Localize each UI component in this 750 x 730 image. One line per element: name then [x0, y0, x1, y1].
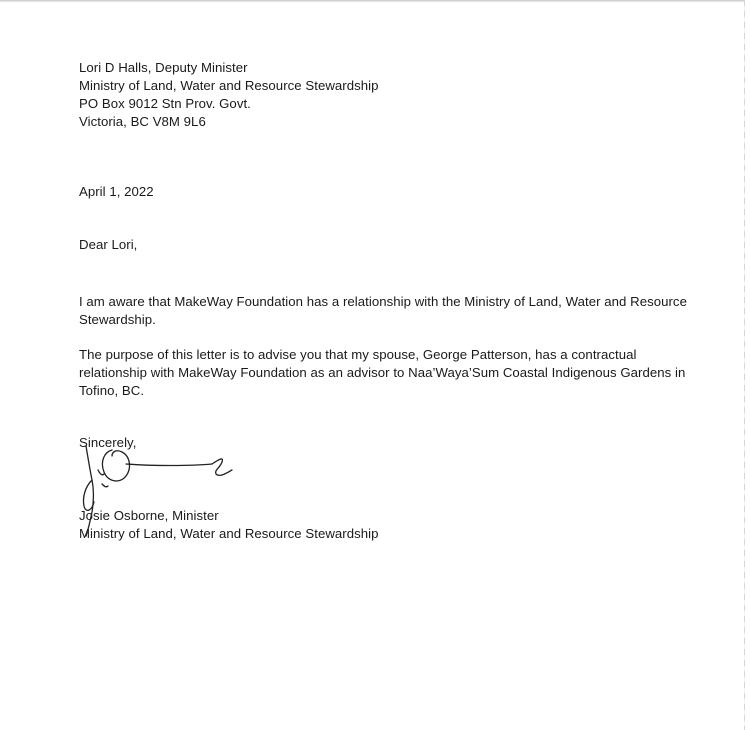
paragraph-1-line-1: I am aware that MakeWay Foundation has a relationship with the Ministry of Land, Water and Resource: [79, 294, 687, 309]
recipient-name: Lori D Halls, Deputy Minister: [79, 60, 248, 75]
paragraph-1-line-2: Stewardship.: [79, 312, 156, 327]
body-paragraph-2: [79, 346, 685, 400]
recipient-po-box: PO Box 9012 Stn Prov. Govt.: [79, 96, 251, 111]
salutation: [79, 236, 137, 254]
signer-name-title: Josie Osborne, Minister: [79, 508, 219, 523]
letter-date: [79, 183, 154, 201]
recipient-city: Victoria, BC V8M 9L6: [79, 114, 206, 129]
paragraph-2-line-1: The purpose of this letter is to advise you that my spouse, George Patterson, has a contractual: [79, 347, 637, 362]
scan-top-edge: [0, 0, 745, 2]
salutation-text: Dear Lori,: [79, 237, 138, 252]
recipient-ministry: Ministry of Land, Water and Resource Stewardship: [79, 78, 379, 93]
handwritten-signature: [72, 440, 247, 540]
paragraph-2-line-3: Tofino, BC.: [79, 383, 145, 398]
date-text: April 1, 2022: [79, 184, 154, 199]
recipient-address: [79, 59, 379, 131]
scan-right-edge: [744, 0, 745, 730]
signer-ministry: Ministry of Land, Water and Resource Stewardship: [79, 526, 379, 541]
body-paragraph-1: [79, 293, 687, 329]
closing-text: Sincerely,: [79, 435, 137, 450]
paragraph-2-line-2: relationship with MakeWay Foundation as an advisor to Naa’Waya’Sum Coastal Indigenous Gardens in: [79, 365, 686, 380]
